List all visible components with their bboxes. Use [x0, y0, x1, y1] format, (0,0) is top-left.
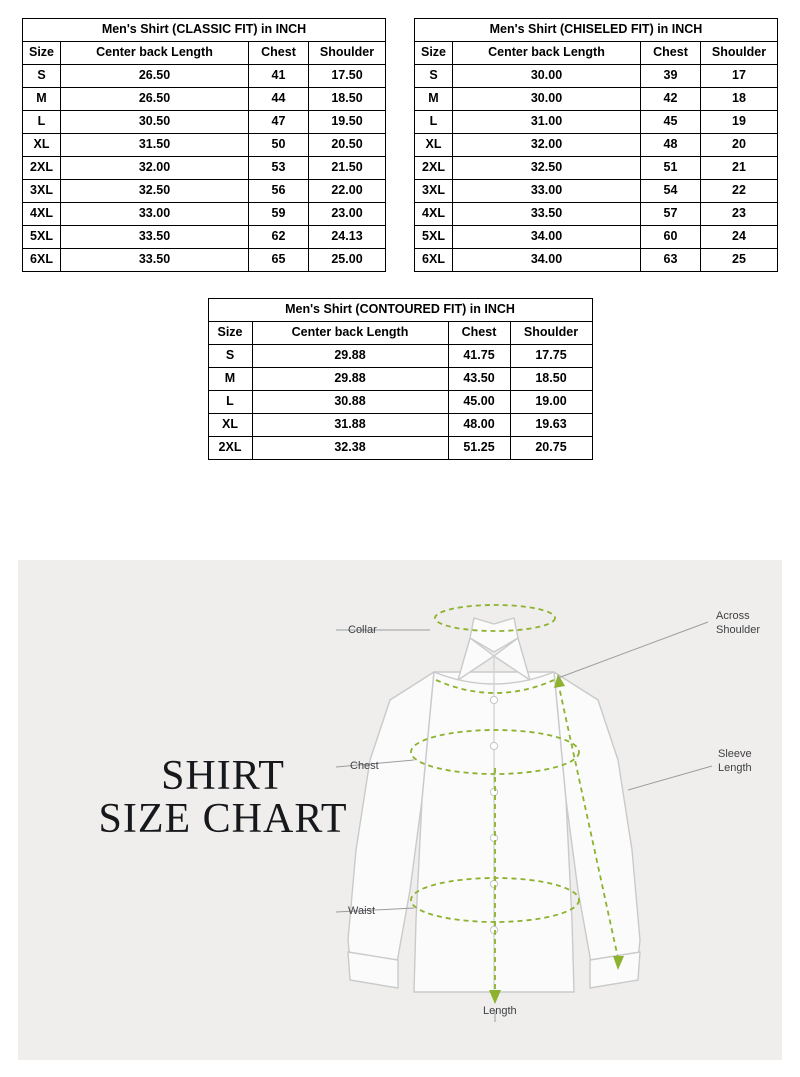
- table-row: [415, 65, 778, 88]
- cell-size: 5XL: [23, 226, 61, 249]
- table-row: [23, 111, 386, 134]
- cell-chest: 45.00: [448, 391, 510, 414]
- cell-chest: 50: [249, 134, 309, 157]
- cell-shoulder: 18.50: [510, 368, 592, 391]
- cell-size: 4XL: [415, 203, 453, 226]
- label-length: Length: [483, 1005, 517, 1017]
- table-row: [23, 88, 386, 111]
- cell-shoulder: 25: [701, 249, 778, 272]
- cell-length: 33.00: [453, 180, 641, 203]
- cell-shoulder: 19: [701, 111, 778, 134]
- table-row: [415, 111, 778, 134]
- cell-size: L: [415, 111, 453, 134]
- table-row: [208, 437, 592, 460]
- cell-size: L: [208, 391, 252, 414]
- cell-shoulder: 20.75: [510, 437, 592, 460]
- cell-length: 34.00: [453, 226, 641, 249]
- column-header-size: Size: [23, 42, 61, 65]
- table-row: [415, 203, 778, 226]
- cell-length: 30.50: [61, 111, 249, 134]
- table-title: Men's Shirt (CONTOURED FIT) in INCH: [208, 299, 592, 322]
- cell-size: 6XL: [23, 249, 61, 272]
- cell-chest: 41.75: [448, 345, 510, 368]
- cell-size: 2XL: [23, 157, 61, 180]
- cell-chest: 48.00: [448, 414, 510, 437]
- cell-chest: 54: [641, 180, 701, 203]
- cell-shoulder: 18: [701, 88, 778, 111]
- table-title-row: [415, 19, 778, 42]
- cell-chest: 63: [641, 249, 701, 272]
- table-title-row: [23, 19, 386, 42]
- table-row: [208, 414, 592, 437]
- cell-size: L: [23, 111, 61, 134]
- cell-size: 4XL: [23, 203, 61, 226]
- table-chiseled-fit: [414, 18, 778, 272]
- cell-chest: 48: [641, 134, 701, 157]
- cell-chest: 59: [249, 203, 309, 226]
- table-row: [415, 134, 778, 157]
- cell-chest: 44: [249, 88, 309, 111]
- column-header-chest: Chest: [641, 42, 701, 65]
- cell-size: S: [208, 345, 252, 368]
- cell-size: 2XL: [415, 157, 453, 180]
- shirt-illustration-panel: [18, 560, 782, 1060]
- label-chest: Chest: [350, 760, 379, 772]
- cell-chest: 42: [641, 88, 701, 111]
- cell-chest: 57: [641, 203, 701, 226]
- cell-shoulder: 22.00: [309, 180, 386, 203]
- cell-size: S: [415, 65, 453, 88]
- cell-shoulder: 20.50: [309, 134, 386, 157]
- column-header-shoulder: Shoulder: [309, 42, 386, 65]
- cell-size: 3XL: [23, 180, 61, 203]
- cell-shoulder: 21.50: [309, 157, 386, 180]
- cell-size: M: [23, 88, 61, 111]
- cell-shoulder: 19.50: [309, 111, 386, 134]
- column-header-shoulder: Shoulder: [510, 322, 592, 345]
- cell-chest: 53: [249, 157, 309, 180]
- cell-shoulder: 19.00: [510, 391, 592, 414]
- cell-length: 32.38: [252, 437, 448, 460]
- column-header-center-back-length: Center back Length: [453, 42, 641, 65]
- table-row: [415, 249, 778, 272]
- cell-chest: 65: [249, 249, 309, 272]
- cell-length: 33.00: [61, 203, 249, 226]
- cell-size: XL: [23, 134, 61, 157]
- bottom-table-row: [0, 298, 800, 460]
- cell-size: M: [208, 368, 252, 391]
- cell-shoulder: 18.50: [309, 88, 386, 111]
- table-row: [415, 180, 778, 203]
- table-row: [23, 226, 386, 249]
- cell-length: 32.00: [61, 157, 249, 180]
- table-row: [415, 226, 778, 249]
- cell-chest: 39: [641, 65, 701, 88]
- cell-size: XL: [415, 134, 453, 157]
- cell-shoulder: 24.13: [309, 226, 386, 249]
- cell-shoulder: 17.50: [309, 65, 386, 88]
- table-title: Men's Shirt (CLASSIC FIT) in INCH: [23, 19, 386, 42]
- cell-length: 33.50: [61, 249, 249, 272]
- cell-length: 31.00: [453, 111, 641, 134]
- table-row: [23, 249, 386, 272]
- cell-shoulder: 21: [701, 157, 778, 180]
- cell-length: 32.50: [453, 157, 641, 180]
- cell-length: 31.50: [61, 134, 249, 157]
- cell-chest: 51: [641, 157, 701, 180]
- cell-length: 32.50: [61, 180, 249, 203]
- cell-shoulder: 24: [701, 226, 778, 249]
- table-row: [208, 391, 592, 414]
- table-row: [23, 180, 386, 203]
- shirt-diagram: [18, 560, 782, 1060]
- cell-shoulder: 23.00: [309, 203, 386, 226]
- table-classic-fit: [22, 18, 386, 272]
- cell-length: 30.88: [252, 391, 448, 414]
- cell-length: 26.50: [61, 88, 249, 111]
- cell-length: 30.00: [453, 88, 641, 111]
- cell-length: 31.88: [252, 414, 448, 437]
- top-tables-row: [0, 18, 800, 272]
- cell-length: 26.50: [61, 65, 249, 88]
- label-sleeve-length: Sleeve Length: [718, 748, 752, 774]
- cell-length: 33.50: [61, 226, 249, 249]
- table-title-row: [208, 299, 592, 322]
- label-waist: Waist: [348, 905, 376, 917]
- column-header-center-back-length: Center back Length: [61, 42, 249, 65]
- cell-chest: 56: [249, 180, 309, 203]
- cell-length: 33.50: [453, 203, 641, 226]
- table-title: Men's Shirt (CHISELED FIT) in INCH: [415, 19, 778, 42]
- table-row: [23, 65, 386, 88]
- cell-chest: 41: [249, 65, 309, 88]
- cell-size: S: [23, 65, 61, 88]
- cell-shoulder: 19.63: [510, 414, 592, 437]
- table-row: [208, 345, 592, 368]
- cell-size: 5XL: [415, 226, 453, 249]
- table-header-row: [23, 42, 386, 65]
- label-collar: Collar: [348, 624, 377, 636]
- table-row: [415, 88, 778, 111]
- cell-chest: 60: [641, 226, 701, 249]
- cell-shoulder: 17.75: [510, 345, 592, 368]
- cell-chest: 62: [249, 226, 309, 249]
- across-shoulder-leader-line: [558, 622, 708, 678]
- column-header-chest: Chest: [249, 42, 309, 65]
- panel-title-line2: SIZE CHART: [98, 795, 348, 842]
- table-row: [23, 134, 386, 157]
- cell-length: 29.88: [252, 368, 448, 391]
- cell-shoulder: 23: [701, 203, 778, 226]
- cell-chest: 43.50: [448, 368, 510, 391]
- cell-chest: 51.25: [448, 437, 510, 460]
- cell-length: 29.88: [252, 345, 448, 368]
- cell-size: 6XL: [415, 249, 453, 272]
- column-header-chest: Chest: [448, 322, 510, 345]
- size-tables-area: [0, 0, 800, 460]
- cell-size: XL: [208, 414, 252, 437]
- cell-size: 2XL: [208, 437, 252, 460]
- cell-length: 34.00: [453, 249, 641, 272]
- column-header-center-back-length: Center back Length: [252, 322, 448, 345]
- table-row: [23, 157, 386, 180]
- cell-chest: 47: [249, 111, 309, 134]
- cell-size: M: [415, 88, 453, 111]
- table-header-row: [415, 42, 778, 65]
- table-row: [208, 368, 592, 391]
- column-header-size: Size: [415, 42, 453, 65]
- table-contoured-fit: [208, 298, 593, 460]
- panel-title-line1: SHIRT: [161, 753, 285, 799]
- label-across-shoulder: Across Shoulder: [716, 610, 761, 636]
- column-header-shoulder: Shoulder: [701, 42, 778, 65]
- cell-chest: 45: [641, 111, 701, 134]
- cell-shoulder: 17: [701, 65, 778, 88]
- cell-length: 32.00: [453, 134, 641, 157]
- cell-length: 30.00: [453, 65, 641, 88]
- table-row: [415, 157, 778, 180]
- table-row: [23, 203, 386, 226]
- cell-shoulder: 22: [701, 180, 778, 203]
- column-header-size: Size: [208, 322, 252, 345]
- cell-size: 3XL: [415, 180, 453, 203]
- sleeve-length-leader-line: [628, 766, 712, 790]
- cell-shoulder: 20: [701, 134, 778, 157]
- table-header-row: [208, 322, 592, 345]
- cell-shoulder: 25.00: [309, 249, 386, 272]
